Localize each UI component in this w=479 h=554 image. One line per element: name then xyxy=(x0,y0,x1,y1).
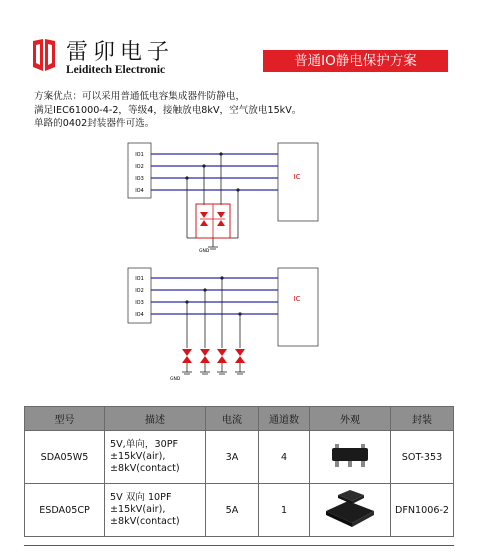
tvs-diode-symbols xyxy=(182,349,245,363)
port-label: IO4 xyxy=(135,188,144,194)
description-line: 5V 双向 10PF xyxy=(110,492,172,503)
appearance-cell xyxy=(310,484,391,537)
port-label: IO4 xyxy=(135,312,144,318)
gnd-label: GND xyxy=(170,377,181,382)
recommended-parts-table xyxy=(24,406,454,537)
appearance-cell xyxy=(310,431,391,484)
ic-label: IC xyxy=(293,173,301,181)
io-bus-lines xyxy=(151,278,278,314)
description-line: ±15kV(air), xyxy=(110,451,166,462)
table-row xyxy=(25,431,454,484)
description-line: ±8kV(contact) xyxy=(110,516,180,527)
description-line: 单路的0402封装器件可选。 xyxy=(34,118,155,129)
column-header: 电流 xyxy=(206,407,259,431)
section-divider xyxy=(24,545,454,546)
ic-block xyxy=(278,268,318,346)
column-header: 通道数 xyxy=(259,407,310,431)
port-label: IO3 xyxy=(135,176,144,182)
sot353-package-icon xyxy=(326,439,374,473)
package-cell: DFN1006-2 xyxy=(391,484,454,537)
description-cell xyxy=(105,431,206,484)
column-header: 型号 xyxy=(25,407,105,431)
dfn1006-package-icon xyxy=(322,489,378,529)
port-label: IO1 xyxy=(135,276,144,282)
port-label: IO3 xyxy=(135,300,144,306)
description-line: ±8kV(contact) xyxy=(110,463,180,474)
column-header: 封装 xyxy=(391,407,454,431)
port-label: IO2 xyxy=(135,164,144,170)
description-line: 满足IEC61000-4-2，等级4，接触放电8kV，空气放电15kV。 xyxy=(34,104,302,116)
ic-label: IC xyxy=(293,295,301,303)
channels-cell: 1 xyxy=(259,484,310,537)
column-header: 外观 xyxy=(310,407,391,431)
gnd-label: GND xyxy=(199,249,210,254)
current-cell: 3A xyxy=(206,431,259,484)
model-cell: ESDA05CP xyxy=(25,484,105,537)
brand-name-cn: 雷卯电子 xyxy=(66,40,175,65)
channels-cell: 4 xyxy=(259,431,310,484)
port-label: IO1 xyxy=(135,152,144,158)
description-cell xyxy=(105,484,206,537)
model-cell: SDA05W5 xyxy=(25,431,105,484)
description-line: ±15kV(air), xyxy=(110,504,166,515)
column-header: 描述 xyxy=(105,407,206,431)
description-line: 5V,单向，30PF xyxy=(110,439,179,450)
solution-title-banner: 普通IO静电保护方案 xyxy=(263,50,448,72)
description-line: 方案优点：可以采用普通低电容集成器件防静电， xyxy=(34,91,246,102)
package-cell: SOT-353 xyxy=(391,431,454,484)
brand-name-en: Leiditech Electronic xyxy=(66,64,166,76)
current-cell: 5A xyxy=(206,484,259,537)
port-label: IO2 xyxy=(135,288,144,294)
table-header-row xyxy=(25,407,454,431)
table-row xyxy=(25,484,454,537)
